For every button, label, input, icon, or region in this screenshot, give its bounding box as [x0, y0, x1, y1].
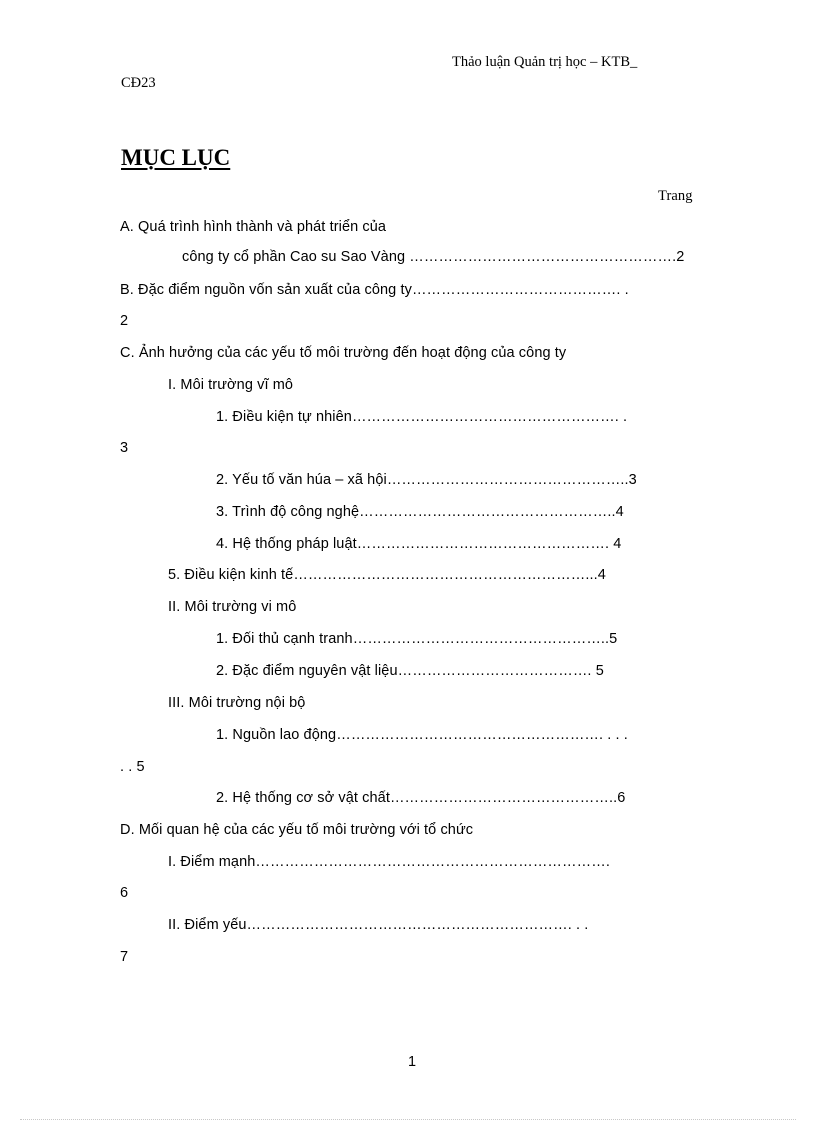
toc-line: . . 5 [120, 759, 145, 775]
toc-line: công ty cổ phần Cao su Sao Vàng ……………………………………………….2 [182, 249, 685, 265]
toc-line: C. Ảnh hưởng của các yếu tố môi trường đến hoạt động của công ty [120, 345, 567, 361]
toc-line: 1. Đối thủ cạnh tranh……………………………………………..5 [216, 631, 618, 647]
page-title: MỤC LỤC [121, 145, 231, 170]
page-number: 1 [408, 1054, 417, 1070]
toc-line: 2. Đặc điểm nguyên vật liệu…………………………………. 5 [216, 663, 604, 679]
toc-line: 6 [120, 885, 129, 901]
toc-line: 2. Hệ thống cơ sở vật chất………………………………………..6 [216, 790, 626, 806]
toc-line: 1. Điều kiện tự nhiên………………………………………………. . [216, 409, 628, 425]
toc-line: A. Quá trình hình thành và phát triển của [120, 219, 387, 235]
page-bottom-divider [20, 1119, 796, 1120]
toc-line: B. Đặc điểm nguồn vốn sản xuất của công ty……………………………………. . [120, 282, 629, 298]
toc-line: 3 [120, 440, 129, 456]
toc-line: II. Môi trường vi mô [168, 599, 297, 615]
toc-line: III. Môi trường nội bộ [168, 695, 306, 711]
toc-line: 1. Nguồn lao động………………………………………………. . . . [216, 727, 628, 743]
toc-line: 5. Điều kiện kinh tế……………………………………………………...4 [168, 567, 606, 583]
header-line-2: CĐ23 [121, 75, 156, 91]
toc-line: 3. Trình độ công nghệ……………………………………………..4 [216, 504, 624, 520]
toc-line: 2. Yếu tố văn húa – xã hội…………………………………………..3 [216, 472, 637, 488]
trang-label: Trang [658, 188, 693, 204]
toc-line: I. Điểm mạnh………………………………………………………………. [168, 854, 610, 870]
toc-line: I. Môi trường vĩ mô [168, 377, 294, 393]
header-line-1: Thảo luận Quản trị học – KTB_ [452, 54, 638, 70]
toc-line: D. Mối quan hệ của các yếu tố môi trường với tổ chức [120, 822, 474, 838]
toc-line: II. Điểm yếu…………………………………………………………. . . [168, 917, 589, 933]
toc-line: 7 [120, 949, 129, 965]
toc-line: 4. Hệ thống pháp luật……………………………………………. 4 [216, 536, 622, 552]
toc-line: 2 [120, 313, 129, 329]
